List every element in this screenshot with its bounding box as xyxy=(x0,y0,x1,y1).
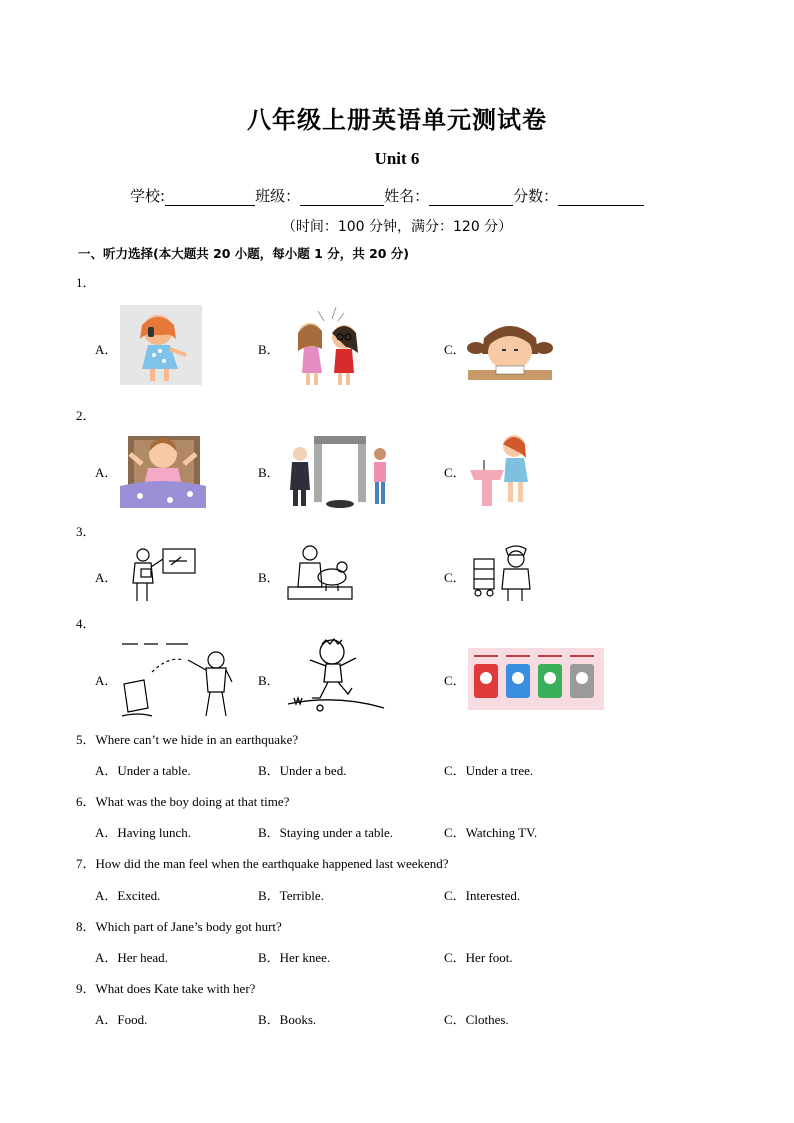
name-blank xyxy=(429,189,513,206)
option-a: A．Under a table. xyxy=(95,763,191,778)
nurse-icon xyxy=(472,543,538,603)
two-girls-arguing-icon xyxy=(288,303,368,388)
section-heading: 一、听力选择(本大题共 20 小题，每小题 1 分，共 20 分) xyxy=(78,246,410,261)
option-c: C．Under a tree. xyxy=(444,763,534,778)
girl-washing-hands-icon xyxy=(468,430,536,510)
man-throwing-trash-icon xyxy=(118,638,234,720)
option-a: A．Her head. xyxy=(95,950,168,965)
option-b: B．Her knee. xyxy=(258,950,331,965)
option-c: C．Clothes. xyxy=(444,1012,509,1027)
option-b: B．Books. xyxy=(258,1012,317,1027)
option-a: A．Excited. xyxy=(95,888,161,903)
option-b: B．Terrible. xyxy=(258,888,324,903)
option-letter: A． xyxy=(95,465,118,480)
option-a: A．Having lunch. xyxy=(95,825,192,840)
score-label: 分数： xyxy=(513,187,559,205)
option-letter: A． xyxy=(95,570,118,585)
name-label: 姓名： xyxy=(384,187,430,205)
option-b: B．Under a bed. xyxy=(258,763,347,778)
student-info-row xyxy=(130,185,644,206)
security-gate-icon xyxy=(286,434,392,510)
girl-on-phone-icon xyxy=(120,305,202,385)
teacher-icon xyxy=(125,545,197,603)
girl-waking-up-icon xyxy=(120,430,206,508)
unit-label: Unit 6 xyxy=(374,149,420,168)
school-label: 学校: xyxy=(130,187,166,205)
option-letter: A． xyxy=(95,342,118,357)
option-letter: C． xyxy=(444,570,466,585)
option-letter: C． xyxy=(444,342,466,357)
option-c: C．Interested. xyxy=(444,888,521,903)
question-number: 2． xyxy=(76,408,96,423)
question-number: 3． xyxy=(76,524,96,539)
question-7: 7．How did the man feel when the earthquake happened last weekend? xyxy=(76,856,449,871)
vet-with-dog-icon xyxy=(286,543,354,601)
option-letter: A． xyxy=(95,673,118,688)
question-5: 5．Where can’t we hide in an earthquake? xyxy=(76,732,299,747)
trash-bins-icon xyxy=(468,648,604,710)
boy-running-icon xyxy=(286,636,386,714)
option-letter: B． xyxy=(258,673,280,688)
option-c: C．Her foot. xyxy=(444,950,513,965)
option-c: C．Watching TV. xyxy=(444,825,538,840)
score-blank xyxy=(558,189,644,206)
question-9: 9．What does Kate take with her? xyxy=(76,981,256,996)
class-label: 班级： xyxy=(255,187,301,205)
girl-writing-icon xyxy=(466,318,554,382)
question-6: 6．What was the boy doing at that time? xyxy=(76,794,290,809)
question-number: 4． xyxy=(76,616,96,631)
option-a: A．Food. xyxy=(95,1012,148,1027)
page-title: 八年级上册英语单元测试卷 xyxy=(247,106,547,134)
option-letter: B． xyxy=(258,465,280,480)
question-8: 8．Which part of Jane’s body got hurt? xyxy=(76,919,282,934)
option-letter: B． xyxy=(258,342,280,357)
question-number: 1． xyxy=(76,275,96,290)
time-note: （时间：100 分钟，满分：120 分） xyxy=(281,219,513,235)
option-b: B．Staying under a table. xyxy=(258,825,394,840)
option-letter: B． xyxy=(258,570,280,585)
option-letter: C． xyxy=(444,673,466,688)
school-blank xyxy=(165,189,255,206)
class-blank xyxy=(300,189,384,206)
option-letter: C． xyxy=(444,465,466,480)
